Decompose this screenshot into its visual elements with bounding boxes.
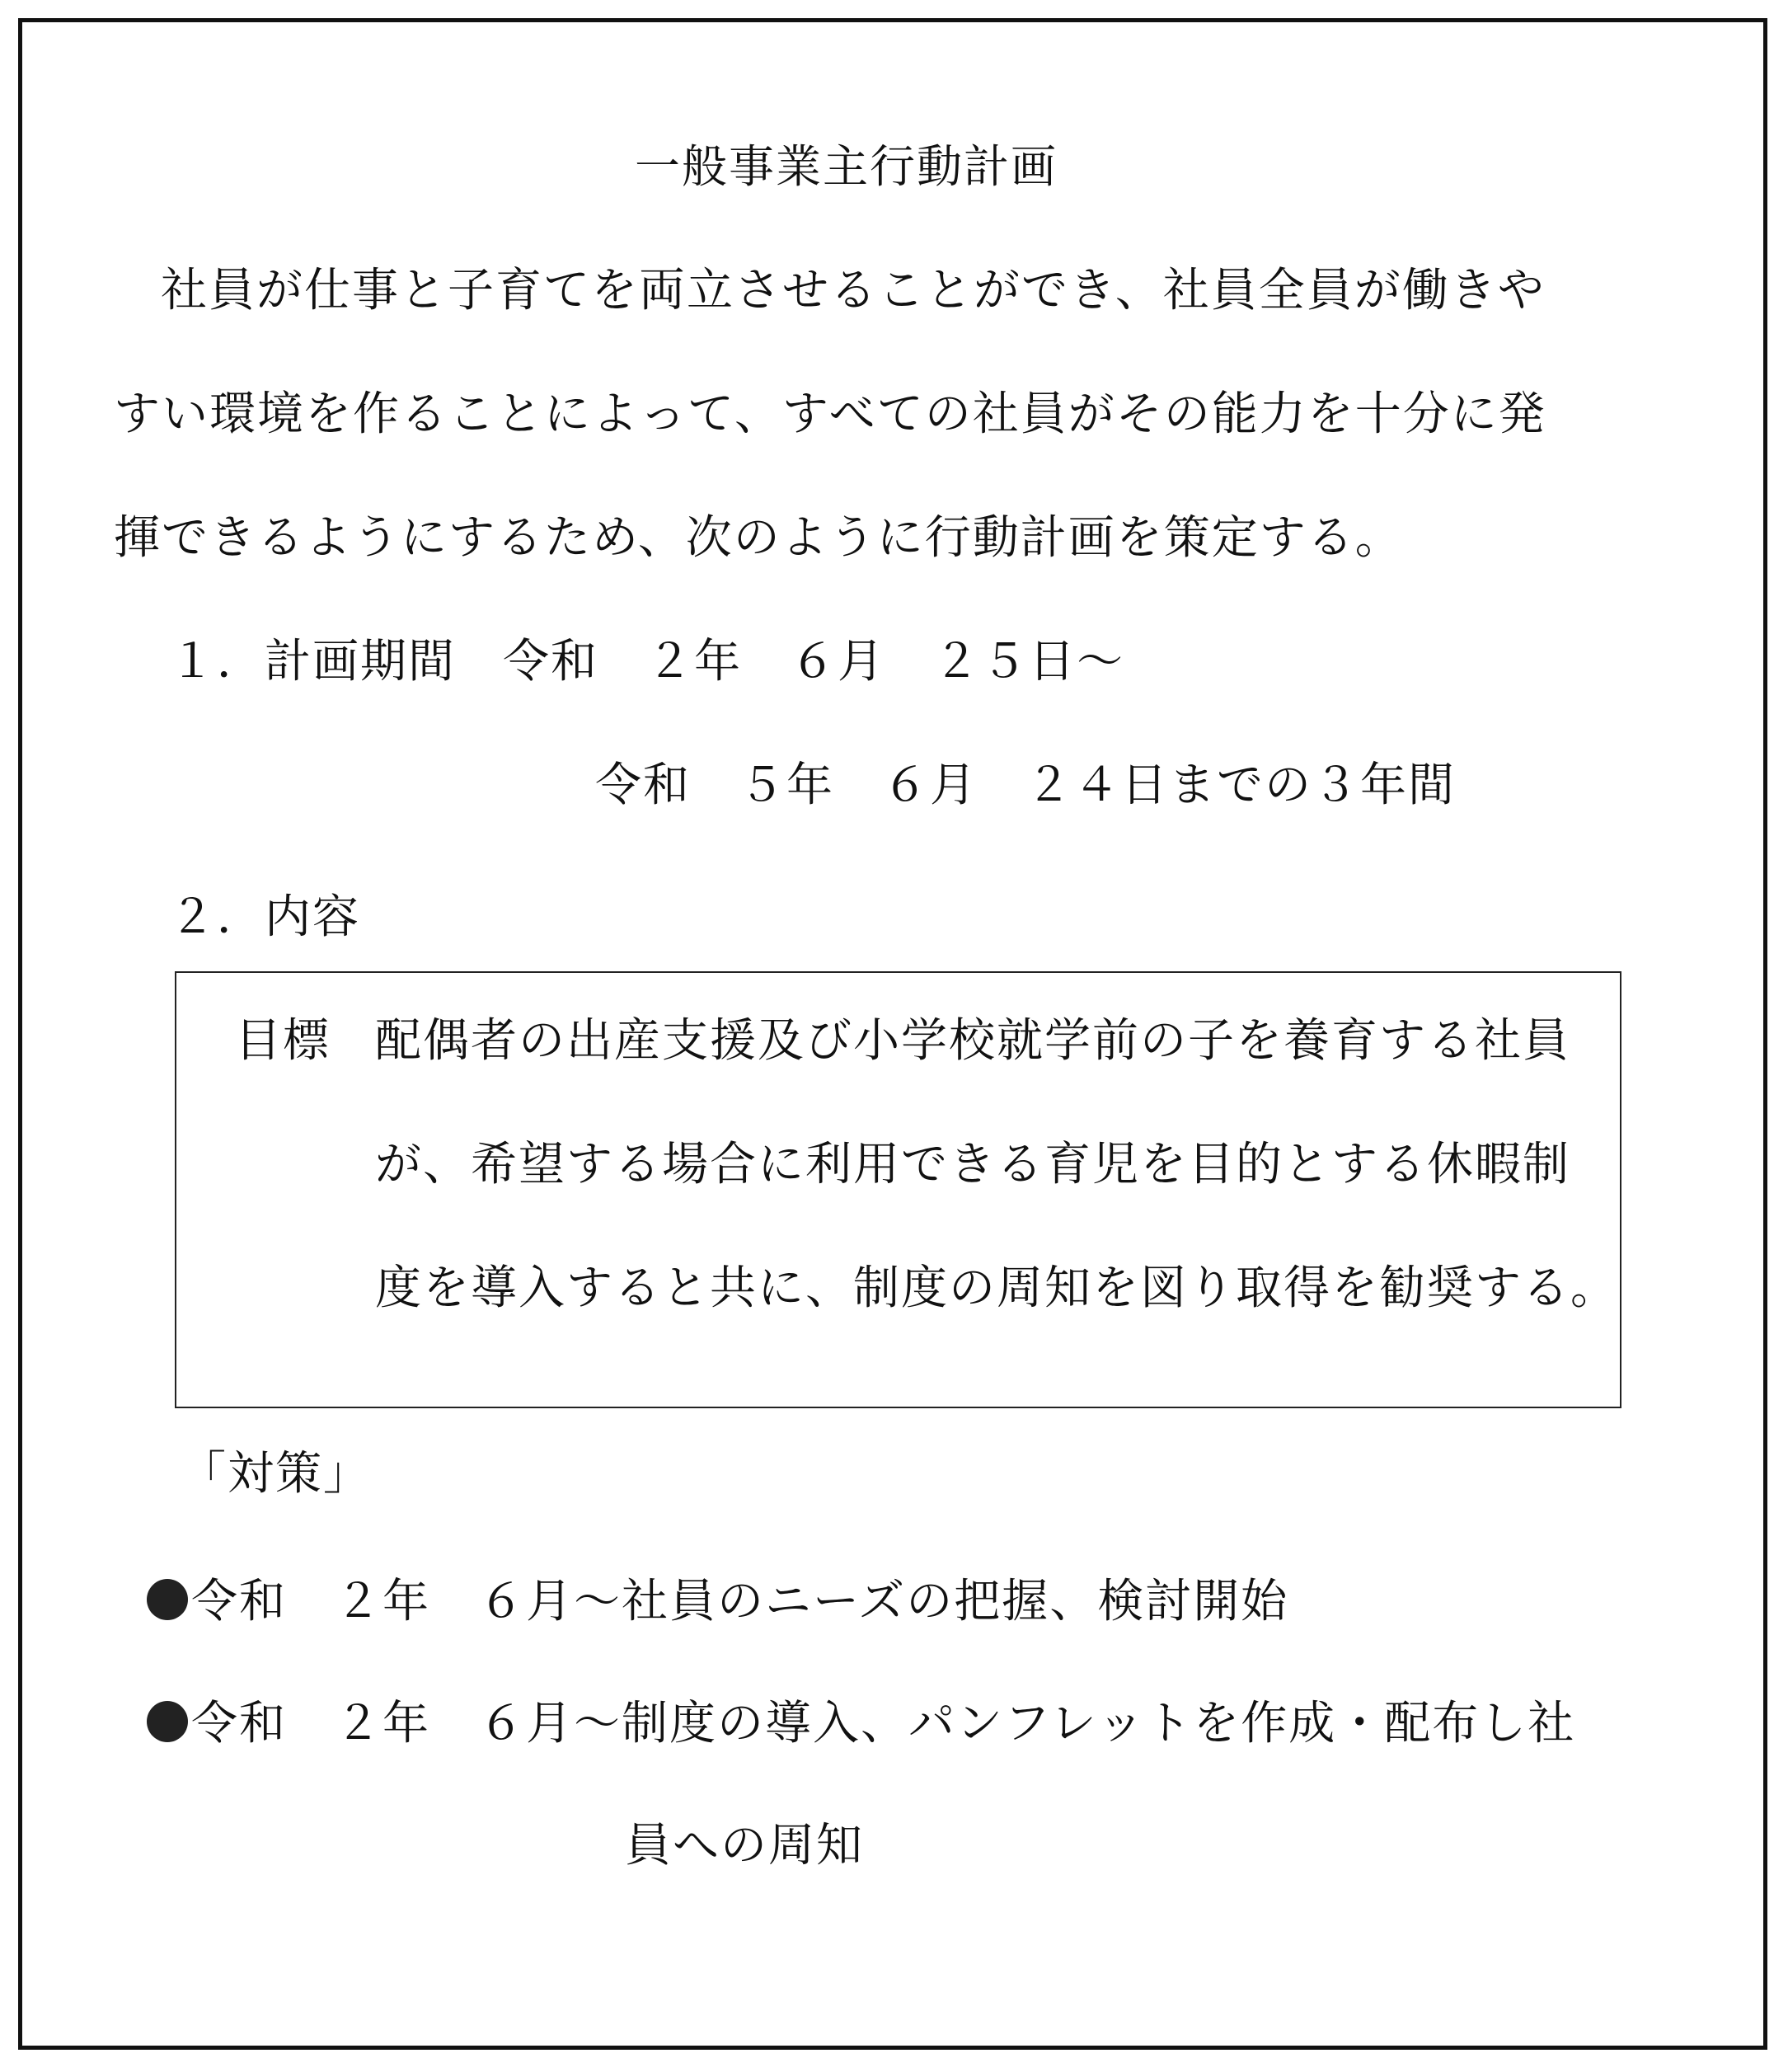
measure-item-2: 令和 ２年 ６月～制度の導入、パンフレットを作成・配布し社 <box>191 1697 1576 1750</box>
period-start: 令和 ２年 ６月 ２５日～ <box>503 635 1124 688</box>
goal-label: 目標 <box>235 1014 331 1068</box>
goal-line-1: 配偶者の出産支援及び小学校就学前の子を養育する社員 <box>375 1014 1570 1068</box>
content-label: ２．内容 <box>169 890 360 944</box>
intro-line-2: すい環境を作ることによって、すべての社員がその能力を十分に発 <box>114 388 1546 441</box>
measure-item-2-continuation: 員への周知 <box>625 1819 864 1872</box>
bullet-icon <box>147 1701 188 1742</box>
period-label: １．計画期間 <box>169 635 456 688</box>
goal-line-2: が、希望する場合に利用できる育児を目的とする休暇制 <box>375 1138 1570 1191</box>
measures-label: 「対策」 <box>180 1447 371 1501</box>
goal-line-3: 度を導入すると共に、制度の周知を図り取得を勧奨する。 <box>375 1262 1618 1315</box>
period-end: 令和 ５年 ６月 ２４日までの３年間 <box>595 759 1456 812</box>
bullet-icon <box>147 1579 188 1620</box>
intro-line-1: 社員が仕事と子育てを両立させることができ、社員全員が働きや <box>161 264 1546 317</box>
document-title: 一般事業主行動計画 <box>635 140 1058 193</box>
intro-line-3: 揮できるようにするため、次のように行動計画を策定する。 <box>114 511 1403 565</box>
measure-item-1: 令和 ２年 ６月～社員のニーズの把握、検討開始 <box>191 1575 1289 1628</box>
